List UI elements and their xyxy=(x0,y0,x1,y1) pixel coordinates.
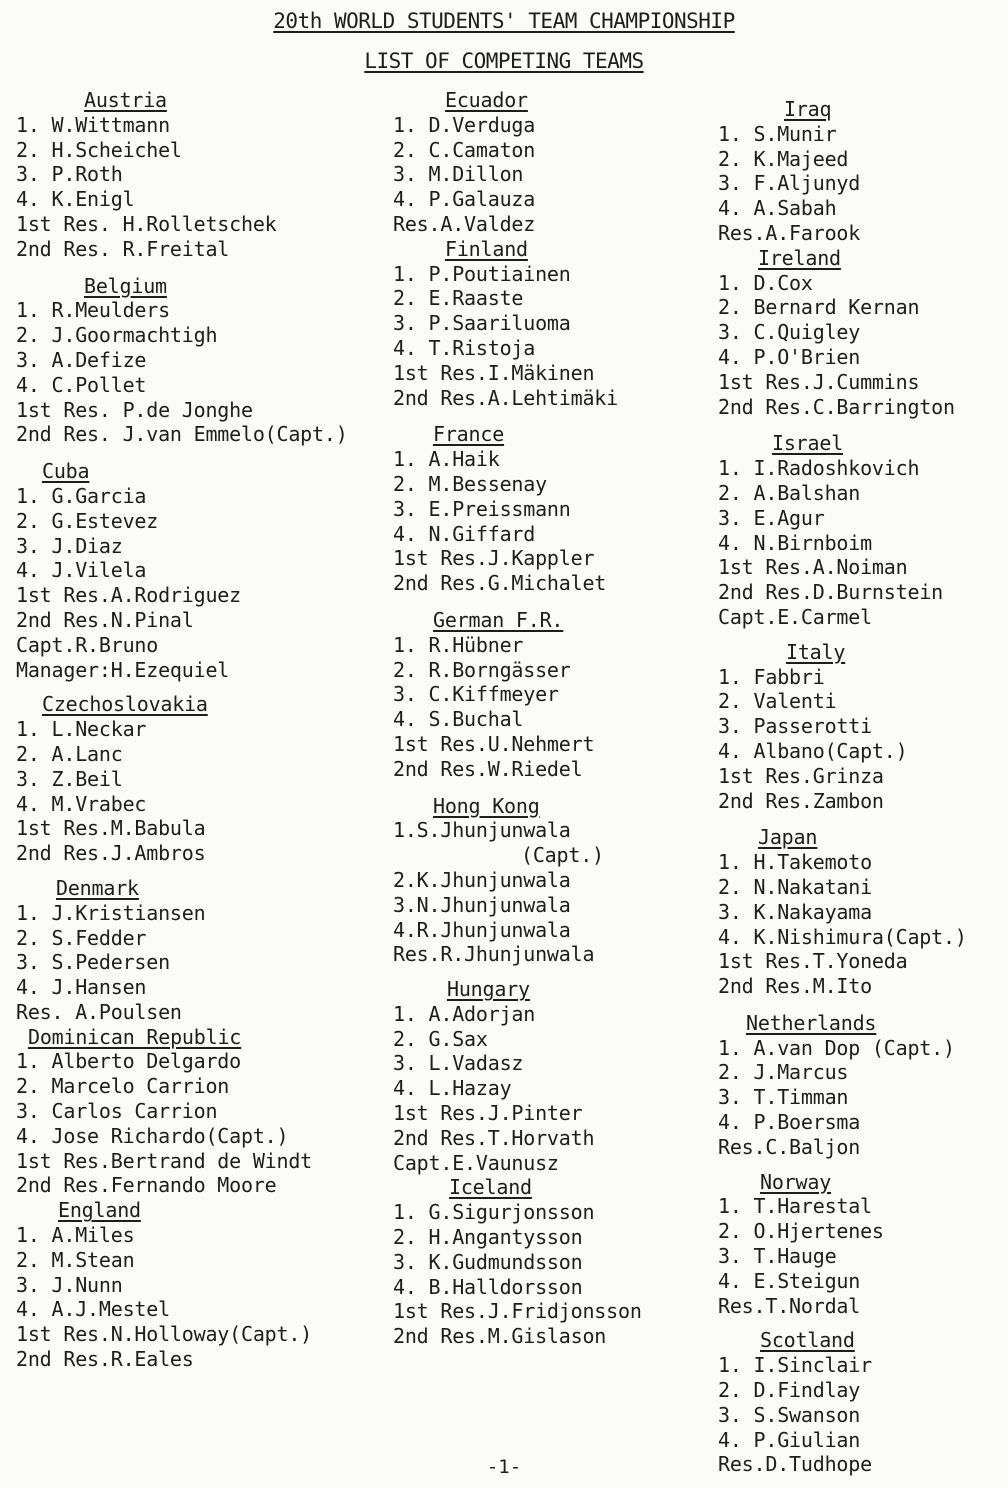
team-member-line: Res.C.Baljon xyxy=(718,1134,861,1159)
team-member-line: 3. P.Roth xyxy=(16,162,123,187)
team-member-line: 4. P.Giulian xyxy=(718,1427,861,1452)
team-member-line: 3. J.Diaz xyxy=(16,533,123,558)
team-member-line: 1st Res.J.Pinter xyxy=(393,1101,583,1126)
team-member-line: 4. K.Enigl xyxy=(16,187,135,212)
team-block xyxy=(16,1025,348,1199)
team-member-line: (Capt.) xyxy=(521,843,604,868)
team-block xyxy=(16,1198,348,1372)
team-name: Japan xyxy=(758,825,818,850)
team-name: Dominican Republic xyxy=(28,1024,242,1049)
team-member-line: 2nd Res. R.Freital xyxy=(16,236,230,261)
team-member-line: 4. B.Halldorsson xyxy=(393,1274,583,1299)
team-block xyxy=(16,876,348,1025)
team-name: Israel xyxy=(772,431,844,456)
team-block xyxy=(16,274,348,448)
team-name: Ireland xyxy=(758,245,841,270)
team-name: Belgium xyxy=(84,273,167,298)
team-member-line: 2. J.Goormachtigh xyxy=(16,323,218,348)
team-member-line: 3.N.Jhunjunwala xyxy=(393,892,571,917)
team-name: Hungary xyxy=(447,977,530,1002)
team-member-line: 3. Carlos Carrion xyxy=(16,1099,218,1124)
team-member-line: 1. D.Verduga xyxy=(393,112,536,137)
team-member-line: Manager:H.Ezequiel xyxy=(16,657,230,682)
team-member-line: 4. M.Vrabec xyxy=(16,791,147,816)
team-member-line: Res.A.Valdez xyxy=(393,211,536,236)
team-block xyxy=(718,431,967,629)
team-member-line: 2. E.Raaste xyxy=(393,286,524,311)
team-member-line: 2. G.Estevez xyxy=(16,508,159,533)
team-member-line: 2nd Res. J.van Emmelo(Capt.) xyxy=(16,422,348,447)
team-member-line: Capt.R.Bruno xyxy=(16,632,159,657)
team-member-line: 2. H.Angantysson xyxy=(393,1225,583,1250)
team-member-line: 3. Z.Beil xyxy=(16,766,123,791)
team-member-line: 1st Res.A.Noiman xyxy=(718,555,908,580)
team-member-line: 2nd Res.C.Barrington xyxy=(718,394,955,419)
team-name: Cuba xyxy=(42,459,90,484)
document-subtitle: LIST OF COMPETING TEAMS xyxy=(364,49,644,73)
team-member-line: 3. E.Agur xyxy=(718,505,825,530)
team-member-line: 1st Res.I.Mäkinen xyxy=(393,360,595,385)
team-member-line: 2. S.Fedder xyxy=(16,925,147,950)
team-member-line: 4. A.J.Mestel xyxy=(16,1297,170,1322)
team-member-line: 1. W.Wittmann xyxy=(16,112,170,137)
team-member-line: 1st Res.Grinza xyxy=(718,763,884,788)
team-member-line: 1. A.Adorjan xyxy=(393,1001,536,1026)
team-name: Ecuador xyxy=(445,88,528,112)
team-member-line: 1st Res.U.Nehmert xyxy=(393,731,595,756)
team-column-middle xyxy=(393,88,642,1349)
team-member-line: 1. D.Cox xyxy=(718,270,813,295)
team-member-line: 4. L.Hazay xyxy=(393,1076,512,1101)
team-member-line: 4. E.Steigun xyxy=(718,1268,861,1293)
team-member-line: 3. K.Nakayama xyxy=(718,899,872,924)
team-name: Finland xyxy=(445,236,528,261)
team-block xyxy=(718,97,967,246)
team-member-line: 2. N.Nakatani xyxy=(718,874,872,899)
team-member-line: 1. I.Radoshkovich xyxy=(718,456,920,481)
team-member-line: 1st Res.M.Babula xyxy=(16,816,206,841)
team-name: Norway xyxy=(760,1169,832,1194)
team-member-line: 1. J.Kristiansen xyxy=(16,900,206,925)
team-member-line: Capt.E.Vaunusz xyxy=(393,1150,559,1175)
team-member-line: 1. Fabbri xyxy=(718,664,825,689)
team-member-line: 1. G.Sigurjonsson xyxy=(393,1200,595,1225)
team-member-line: 2nd Res.M.Ito xyxy=(718,974,872,999)
team-member-line: 4. S.Buchal xyxy=(393,707,524,732)
team-name: Hong Kong xyxy=(433,793,540,818)
team-block xyxy=(393,237,642,411)
team-member-line: 4.R.Jhunjunwala xyxy=(393,917,571,942)
team-member-line: 2nd Res.Fernando Moore xyxy=(16,1173,277,1198)
team-block xyxy=(16,459,348,682)
team-member-line: 1st Res.A.Rodriguez xyxy=(16,583,241,608)
team-member-line: 2. J.Marcus xyxy=(718,1060,849,1085)
team-block xyxy=(393,977,642,1175)
team-member-line: Res.T.Nordal xyxy=(718,1293,861,1318)
team-member-line: 2nd Res.A.Lehtimäki xyxy=(393,385,618,410)
team-member-line: 2. M.Stean xyxy=(16,1247,135,1272)
team-member-line: 1. I.Sinclair xyxy=(718,1353,872,1378)
team-name: Italy xyxy=(786,639,846,664)
team-member-line: 1. A.van Dop (Capt.) xyxy=(718,1035,955,1060)
team-member-line: 1. A.Haik xyxy=(393,447,500,472)
team-name: Scotland xyxy=(760,1328,855,1353)
team-member-line: 4. P.Galauza xyxy=(393,187,536,212)
team-member-line: 3. J.Nunn xyxy=(16,1272,123,1297)
team-member-line: 2nd Res.T.Horvath xyxy=(393,1125,595,1150)
team-member-line: 1. R.Meulders xyxy=(16,298,170,323)
team-member-line: 1st Res. H.Rolletschek xyxy=(16,211,277,236)
team-member-line: 2. O.Hjertenes xyxy=(718,1219,884,1244)
team-member-line: 1. A.Miles xyxy=(16,1223,135,1248)
team-member-line: 4. P.Boersma xyxy=(718,1110,861,1135)
team-block xyxy=(718,1011,967,1160)
team-member-line: 1st Res.N.Holloway(Capt.) xyxy=(16,1322,313,1347)
team-member-line: 3. F.Aljunyd xyxy=(718,171,861,196)
team-name: France xyxy=(433,422,505,447)
team-member-line: 1st Res. P.de Jonghe xyxy=(16,397,253,422)
team-member-line: 2. M.Bessenay xyxy=(393,471,547,496)
team-block xyxy=(393,1175,642,1349)
team-name: Austria xyxy=(84,88,167,112)
team-name: German F.R. xyxy=(433,607,564,632)
team-column-left xyxy=(16,88,348,1372)
team-member-line: 1. L.Neckar xyxy=(16,717,147,742)
team-member-line: 3. P.Saariluoma xyxy=(393,311,571,336)
team-member-line: 3. S.Swanson xyxy=(718,1402,861,1427)
team-member-line: 1. H.Takemoto xyxy=(718,850,872,875)
team-member-line: 2. A.Lanc xyxy=(16,741,123,766)
team-block xyxy=(393,88,642,237)
team-member-line: 2.K.Jhunjunwala xyxy=(393,867,571,892)
team-member-line: 1st Res.J.Kappler xyxy=(393,546,595,571)
team-member-line: 2nd Res.R.Eales xyxy=(16,1347,194,1372)
team-member-line: 3. A.Defize xyxy=(16,347,147,372)
team-member-line: 2nd Res.D.Burnstein xyxy=(718,580,943,605)
team-member-line: 3. S.Pedersen xyxy=(16,950,170,975)
team-member-line: 2nd Res.G.Michalet xyxy=(393,571,607,596)
team-member-line: 2. A.Balshan xyxy=(718,480,861,505)
team-member-line: 2. Valenti xyxy=(718,689,837,714)
team-block xyxy=(718,640,967,814)
team-member-line: 4. K.Nishimura(Capt.) xyxy=(718,924,967,949)
team-member-line: Res. A.Poulsen xyxy=(16,999,182,1024)
team-block xyxy=(393,794,642,968)
team-member-line: 1st Res.J.Cummins xyxy=(718,369,920,394)
document-title: 20th WORLD STUDENTS' TEAM CHAMPIONSHIP xyxy=(273,9,735,33)
team-member-line: 4. A.Sabah xyxy=(718,196,837,221)
team-member-line: 2nd Res.N.Pinal xyxy=(16,607,194,632)
team-block xyxy=(718,1170,967,1319)
team-member-line: 3. M.Dillon xyxy=(393,162,524,187)
team-member-line: 3. T.Timman xyxy=(718,1085,849,1110)
team-member-line: 3. K.Gudmundsson xyxy=(393,1249,583,1274)
team-member-line: 3. Passerotti xyxy=(718,714,872,739)
team-member-line: 4. T.Ristoja xyxy=(393,335,536,360)
team-member-line: 2. R.Borngässer xyxy=(393,657,571,682)
team-name: England xyxy=(58,1198,141,1223)
team-block xyxy=(718,246,967,420)
team-member-line: 1. R.Hübner xyxy=(393,632,524,657)
team-name: Denmark xyxy=(56,875,139,900)
team-member-line: 1. T.Harestal xyxy=(718,1194,872,1219)
team-member-line: 2. G.Sax xyxy=(393,1026,488,1051)
team-member-line: 1.S.Jhunjunwala xyxy=(393,818,571,843)
team-block xyxy=(718,1328,967,1477)
team-member-line: 4. J.Vilela xyxy=(16,558,147,583)
team-member-line: 2. H.Scheichel xyxy=(16,137,182,162)
team-member-line: Res.D.Tudhope xyxy=(718,1452,872,1477)
team-member-line: 1. P.Poutiainen xyxy=(393,261,571,286)
team-member-line: 2. Marcelo Carrion xyxy=(16,1074,230,1099)
team-name: Netherlands xyxy=(746,1010,877,1035)
team-block xyxy=(393,608,642,782)
team-member-line: 2nd Res.M.Gislason xyxy=(393,1324,607,1349)
team-name: Czechoslovakia xyxy=(42,692,208,717)
team-block xyxy=(16,692,348,866)
team-name: Iraq xyxy=(784,97,832,121)
team-member-line: Capt.E.Carmel xyxy=(718,604,872,629)
team-member-line: 2nd Res.J.Ambros xyxy=(16,841,206,866)
team-member-line: 4. P.O'Brien xyxy=(718,344,861,369)
team-member-line: 2. Bernard Kernan xyxy=(718,295,920,320)
team-member-line: 4. N.Giffard xyxy=(393,521,536,546)
team-member-line: 1st Res.J.Fridjonsson xyxy=(393,1299,642,1324)
team-name: Iceland xyxy=(449,1175,532,1200)
team-member-line: 4. C.Pollet xyxy=(16,372,147,397)
team-member-line: 2. K.Majeed xyxy=(718,146,849,171)
team-block xyxy=(718,825,967,999)
team-member-line: 2. C.Camaton xyxy=(393,137,536,162)
team-member-line: 4. J.Hansen xyxy=(16,975,147,1000)
team-member-line: 4. N.Birnboim xyxy=(718,530,872,555)
team-member-line: 3. E.Preissmann xyxy=(393,496,571,521)
team-member-line: 2. D.Findlay xyxy=(718,1378,861,1403)
team-member-line: 3. C.Quigley xyxy=(718,320,861,345)
team-member-line: 2nd Res.Zambon xyxy=(718,788,884,813)
team-member-line: 4. Jose Richardo(Capt.) xyxy=(16,1123,289,1148)
team-column-right xyxy=(718,97,967,1477)
team-member-line: Res.R.Jhunjunwala xyxy=(393,942,595,967)
team-member-line: 3. C.Kiffmeyer xyxy=(393,682,559,707)
team-member-line: 1. G.Garcia xyxy=(16,483,147,508)
team-member-line: Res.A.Farook xyxy=(718,220,861,245)
team-block xyxy=(16,88,348,262)
team-member-line: 1st Res.T.Yoneda xyxy=(718,949,908,974)
team-member-line: 1st Res.Bertrand de Windt xyxy=(16,1148,313,1173)
page-number: -1- xyxy=(486,1456,522,1478)
team-member-line: 4. Albano(Capt.) xyxy=(718,738,908,763)
team-member-line: 2nd Res.W.Riedel xyxy=(393,756,583,781)
team-member-line: 3. L.Vadasz xyxy=(393,1051,524,1076)
team-member-line: 1. S.Munir xyxy=(718,121,837,146)
team-member-line: 1. Alberto Delgardo xyxy=(16,1049,241,1074)
team-block xyxy=(393,422,642,596)
team-member-line: 3. T.Hauge xyxy=(718,1244,837,1269)
